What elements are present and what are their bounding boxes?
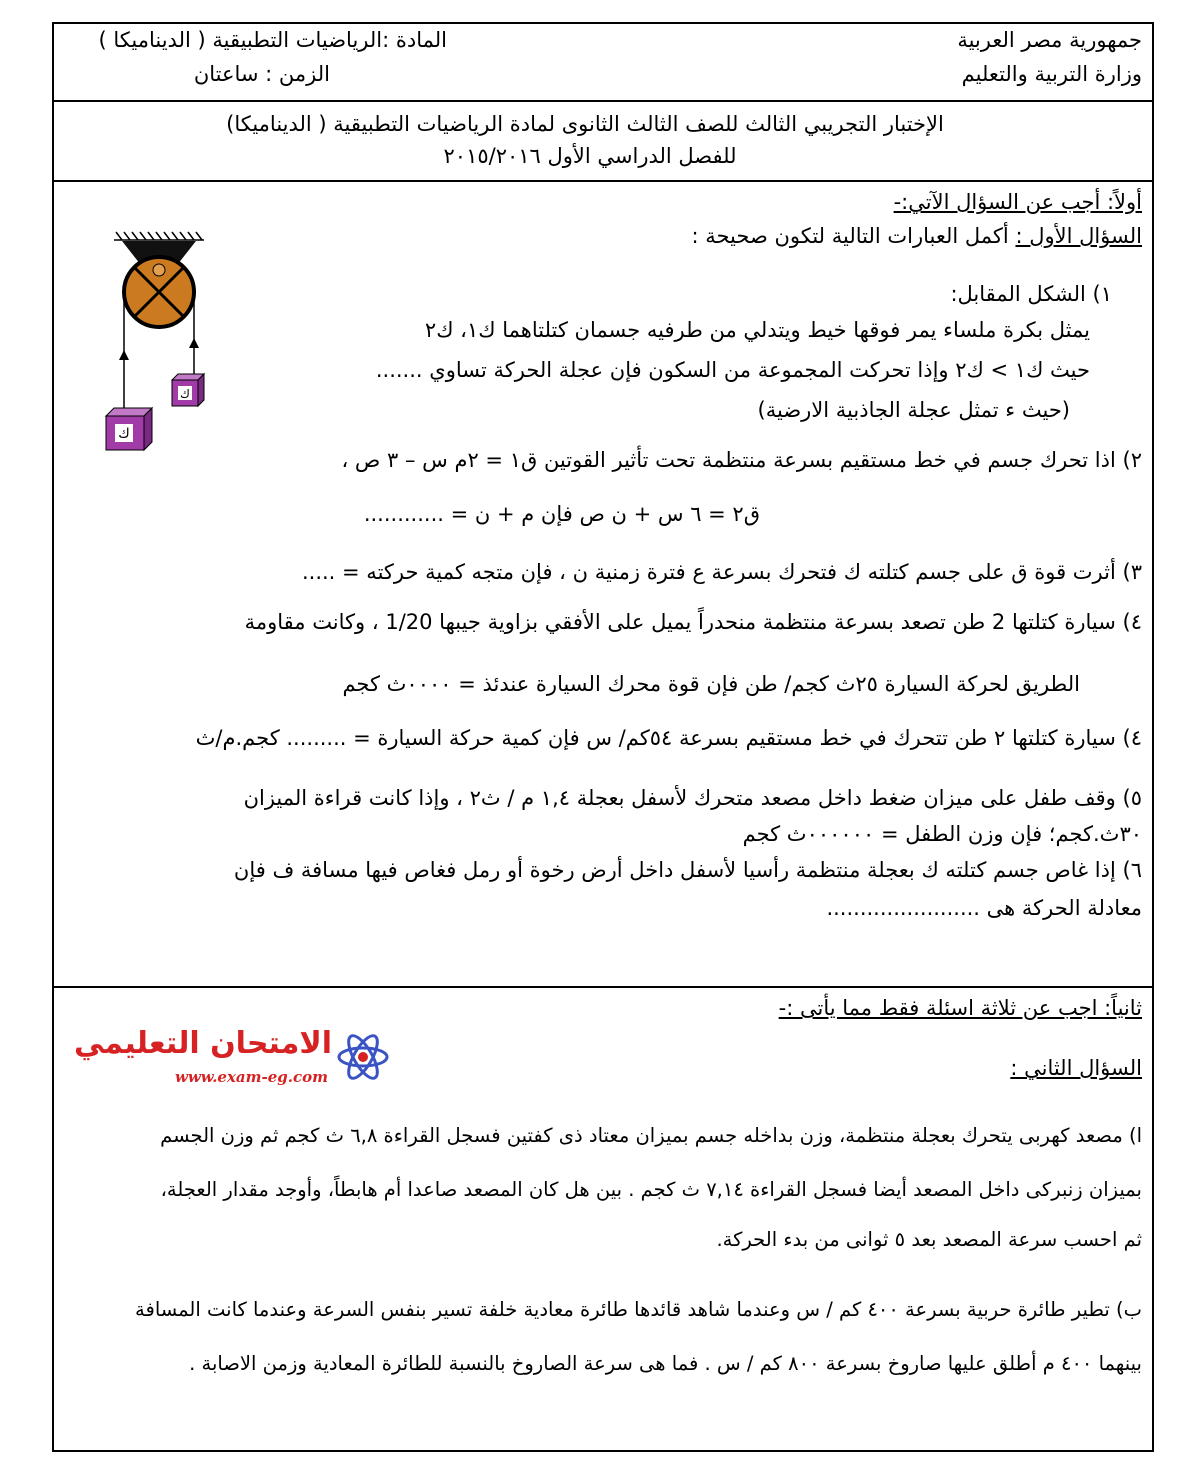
pulley-figure [100,228,220,458]
part2-heading: ثانياً: اجب عن ثلاثة اسئلة فقط مما يأتى :- [778,996,1142,1020]
item-1-line2: يمثل بكرة ملساء يمر فوقها خيط ويتدلي من طرفيه جسمان كتلتاهما ك١، ك٢ [424,318,1090,342]
item-text: الشكل المقابل: [950,282,1086,306]
part1-heading: أولاً: أجب عن السؤال الآتي:- [893,190,1142,214]
divider-title [52,180,1154,182]
item-1-line3: حيث ك١ > ك٢ وإذا تحركت المجموعة من السكون فإن عجلة الحركة تساوي ....... [375,358,1090,382]
item-text: أثرت قوة ق على جسم كتلته ك فتحرك بسرعة ع فترة زمنية ن ، فإن متجه كمية حركته = ..... [301,560,1116,584]
item-text: سيارة كتلتها ٢ طن تتحرك في خط مستقيم بسرعة ٥٤كم/ س فإن كمية حركة السيارة = ......... كجم.م/ث [195,726,1116,750]
item-number: ٦) [1122,858,1142,882]
q2-a-line1: ا) مصعد كهربى يتحرك بعجلة منتظمة، وزن بداخله جسم بميزان معتاد ذى كفتين فسجل القراءة ٦,٨ ث كجم ثم وزن الجسم [160,1124,1142,1147]
item-5-line2: ٣٠ث.كجم؛ فإن وزن الطفل = ٠٠٠٠٠٠ث كجم [742,822,1142,846]
q2-b-line2: بينهما ٤٠٠ م أطلق عليها صاروخ بسرعة ٨٠٠ كم / س . فما هى سرعة الصاروخ بالنسبة للطائرة المعادية وزمن الاصابة . [189,1352,1142,1375]
q2-label: السؤال الثاني : [1010,1056,1142,1080]
item-number: ٥) [1122,786,1142,810]
arrow-up-right [189,338,199,348]
item-4a-line1 [245,610,1142,634]
header-time: الزمن : ساعتان [193,62,330,86]
item-5-line1 [244,786,1142,810]
item-text: سيارة كتلتها 2 طن تصعد بسرعة منتظمة منحدراً يميل على الأفقي بزاوية جيبها 1/20 ، وكانت مقاومة [244,610,1116,634]
pulley-axle [153,264,165,276]
header-ministry: وزارة التربية والتعليم [961,62,1142,86]
item-3 [302,560,1142,584]
item-number: ٤) [1122,726,1142,750]
item-6-line1 [234,858,1142,882]
exam-title-line2: للفصل الدراسي الأول ٢٠١٥/٢٠١٦ [443,144,737,168]
site-logo [73,1026,390,1092]
arrow-up-left [119,350,129,360]
item-number: ١) [1092,282,1112,306]
q2-a-line3: ثم احسب سرعة المصعد بعد ٥ ثوانى من بدء الحركة. [716,1228,1142,1251]
q1-header [691,224,1142,248]
logo-url: www.exam-eg.com [174,1068,328,1086]
q1-instruction: أكمل العبارات التالية لتكون صحيحة : [691,224,1009,248]
divider-parts [52,986,1154,988]
block-small-label: ك [180,387,190,401]
item-1-line4: (حيث ء تمثل عجلة الجاذبية الارضية) [757,398,1070,422]
item-number: ٢) [1122,448,1142,472]
header-subject: المادة :الرياضيات التطبيقية ( الديناميكا ) [98,28,447,52]
header-country: جمهورية مصر العربية [957,28,1142,52]
item-text: وقف طفل على ميزان ضغط داخل مصعد متحرك لأسفل بعجلة ١,٤ م / ث٢ ، وإذا كانت قراءة الميزان [243,786,1116,810]
item-number: ٣) [1122,560,1142,584]
item-text: إذا غاص جسم كتلته ك بعجلة منتظمة رأسيا لأسفل داخل أرض رخوة أو رمل فغاص فيها مسافة ف فإن [233,858,1116,882]
q2-b-line1: ب) تطير طائرة حربية بسرعة ٤٠٠ كم / س وعندما شاهد قائدها طائرة معادية خلفة تسير بنفس السرعة وعندما كانت المسافة [135,1298,1142,1321]
item-4b [196,726,1142,750]
item-2-line1 [341,448,1142,472]
item-number: ٤) [1122,610,1142,634]
q2-a-line2: بميزان زنبركى داخل المصعد أيضا فسجل القراءة ٧,١٤ ث كجم . بين هل كان المصعد صاعدا أم هابطاً، وأوجد مقدار العجلة، [160,1178,1142,1201]
block-large-label: ك [118,426,130,442]
logo-text: الامتحان التعليمي [73,1026,332,1061]
item-text: اذا تحرك جسم في خط مستقيم بسرعة منتظمة تحت تأثير القوتين ق١ = ٢م س – ٣ ص ، [341,448,1116,472]
divider-header [52,100,1154,102]
item-6-line2: معادلة الحركة هى ....................... [826,896,1142,920]
item-1-title [950,282,1112,306]
exam-title-line1: الإختبار التجريبي الثالث للصف الثالث الثانوى لمادة الرياضيات التطبيقية ( الديناميكا) [226,112,944,136]
atom-icon [336,1028,390,1086]
ceiling-hatch [114,232,204,240]
q1-label: السؤال الأول : [1015,224,1142,248]
item-4a-line2: الطريق لحركة السيارة ٢٥ث كجم/ طن فإن قوة محرك السيارة عندئذ = ٠٠٠٠ث كجم [342,672,1080,696]
item-2-line2: ق٢ = ٦ س + ن ص فإن م + ن = ............ [363,502,760,526]
